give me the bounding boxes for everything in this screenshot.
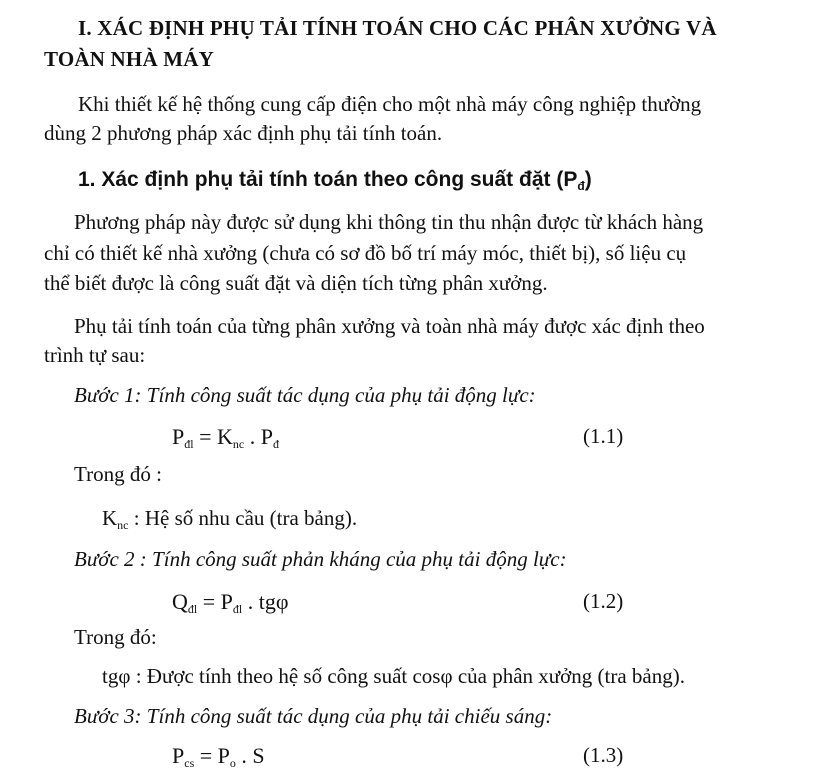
subsection-title-text: 1. Xác định phụ tải tính toán theo công suất đặt (P xyxy=(78,168,578,191)
equation-1 xyxy=(172,424,279,450)
step1-heading: Bước 1: Tính công suất tác dụng của phụ tải động lực: xyxy=(74,383,536,407)
knc-def-text: : Hệ số nhu cầu (tra bảng). xyxy=(128,506,358,530)
para1-line3: thể biết được là công suất đặt và diện tích từng phân xưởng. xyxy=(44,271,548,295)
eq1-rhs-sub: đ xyxy=(272,437,279,451)
equation-1-number: (1.1) xyxy=(583,424,624,448)
step2-heading: Bước 2 : Tính công suất phản kháng của phụ tải động lực: xyxy=(74,547,567,571)
eq2-mid: = P xyxy=(197,589,233,614)
intro-line1: Khi thiết kế hệ thống cung cấp điện cho một nhà máy công nghiệp thường xyxy=(78,92,702,116)
section-title-line1: I. XÁC ĐỊNH PHỤ TẢI TÍNH TOÁN CHO CÁC PHÂN XƯỞNG VÀ xyxy=(78,16,717,40)
eq3-mid: = P xyxy=(194,743,230,768)
tg-definition: tgφ : Được tính theo hệ số công suất cosφ của phân xưởng (tra bảng). xyxy=(102,664,685,688)
para1-line2: chỉ có thiết kế nhà xưởng (chưa có sơ đồ bố trí máy móc, thiết bị), số liệu cụ xyxy=(44,241,687,265)
eq2-lhs-sub: đl xyxy=(187,602,198,616)
para1-line1: Phương pháp này được sử dụng khi thông tin thu nhận được từ khách hàng xyxy=(74,210,704,234)
eq1-lhs-sub: đl xyxy=(184,437,194,451)
knc-definition xyxy=(102,505,357,531)
where-label-2: Trong đó: xyxy=(74,625,157,649)
subsection-title-sub: đ xyxy=(577,179,585,193)
eq1-rhs: . P xyxy=(244,424,273,449)
subsection-title-end: ) xyxy=(584,168,592,191)
section-title-line2: TOÀN NHÀ MÁY xyxy=(44,47,215,71)
knc-symbol: K xyxy=(102,506,118,530)
eq3-lhs-sub: cs xyxy=(184,756,195,770)
step3-heading: Bước 3: Tính công suất tác dụng của phụ tải chiếu sáng: xyxy=(74,704,553,728)
equation-2 xyxy=(172,589,289,615)
equation-3 xyxy=(172,743,265,769)
eq3-lhs: P xyxy=(172,743,185,768)
eq3-mid-sub: o xyxy=(229,756,236,770)
eq2-lhs: Q xyxy=(172,589,188,614)
para2-line1: Phụ tải tính toán của từng phân xưởng và toàn nhà máy được xác định theo xyxy=(74,314,705,338)
knc-symbol-sub: nc xyxy=(117,518,129,532)
eq3-rhs: . S xyxy=(235,743,265,768)
eq1-mid-sub: nc xyxy=(232,437,245,451)
equation-3-number: (1.3) xyxy=(583,743,624,767)
eq1-mid: = K xyxy=(193,424,233,449)
eq2-rhs: . tgφ xyxy=(242,589,289,614)
eq2-mid-sub: đl xyxy=(232,602,243,616)
equation-2-number: (1.2) xyxy=(583,589,624,613)
where-label-1: Trong đó : xyxy=(74,462,162,486)
para2-line2: trình tự sau: xyxy=(44,343,146,367)
eq1-lhs: P xyxy=(172,424,185,449)
intro-line2: dùng 2 phương pháp xác định phụ tải tính toán. xyxy=(44,121,443,145)
subsection-title xyxy=(78,167,592,193)
